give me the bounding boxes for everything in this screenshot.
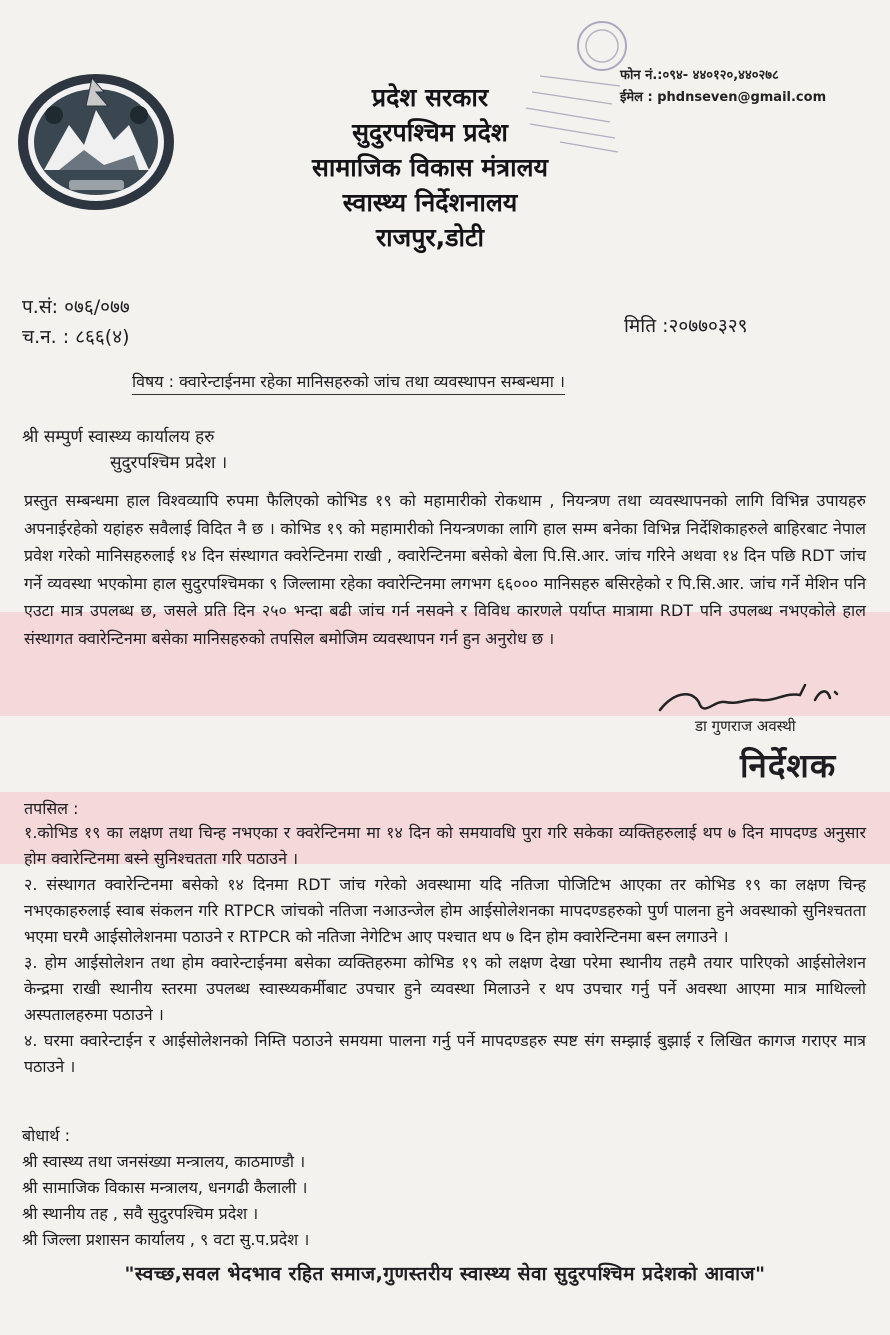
email-text: phdnseven@gmail.com (657, 90, 827, 105)
signer-name: डा गुणराज अवस्थी (695, 717, 796, 735)
tapsil-heading: तपसिल : (24, 799, 79, 818)
reference-block (22, 292, 130, 352)
letter-date: मिति :२०७७०३२९ (624, 315, 748, 337)
tapsil-list (24, 820, 866, 1080)
heading-line: सामाजिक विकास मंत्रालय (311, 153, 549, 182)
footer-slogan: "स्वच्छ,सवल भेदभाव रहित समाज,गुणस्तरीय स्वास्थ्य सेवा सुदुरपश्चिम प्रदेशको आवाज" (124, 1263, 766, 1285)
cc-item: श्री सामाजिक विकास मन्त्रालय, धनगढी कैलाली । (22, 1178, 308, 1197)
cc-block (22, 1123, 309, 1253)
cc-heading: बोधार्थ : (22, 1126, 70, 1145)
cc-item: श्री जिल्ला प्रशासन कार्यालय , ९ वटा सु.प.प्रदेश । (22, 1230, 310, 1249)
cc-item: श्री स्वास्थ्य तथा जनसंख्या मन्त्रालय, काठमाण्डौ । (22, 1152, 306, 1171)
heading-line: सुदुरपश्चिम प्रदेश (352, 118, 508, 147)
heading-line: प्रदेश सरकार (371, 83, 489, 112)
subject-line: विषय : क्वारेन्टाईनमा रहेका मानिसहरुको जांच तथा व्यवस्थापन सम्बन्धमा । (132, 370, 565, 395)
cc-item: श्री स्थानीय तह , सवै सुदुरपश्चिम प्रदेश । (22, 1204, 259, 1223)
heading-line: स्वास्थ्य निर्देशनालय (342, 188, 518, 217)
list-item: ४. घरमा क्वारेन्टाईन र आईसोलेशनको निम्ति पठाउने समयमा पालना गर्नु पर्ने मापदण्डहरु स्पष्ट संग सम्झाई बुझाई र लिखित कागज गराएर मात्र पठाउने । (24, 1031, 866, 1076)
government-emblem-icon (14, 70, 179, 215)
signer-title: निर्देशक (740, 746, 837, 785)
list-item: १.कोभिड १९ का लक्षण तथा चिन्ह नभएका र क्वरेन्टिनमा मा १४ दिन को समयावधि पुरा गरि सकेका व्यक्तिहरुलाई थप ७ दिन मापदण्ड अनुसार होम क्वारेन्टिनमा बस्ने सुनिश्चतता गरि पठाउने । (24, 823, 866, 868)
phone-text: फोन नं.:०९४- ४४०१२०,४४०२७८ (620, 68, 779, 83)
list-item: ३. होम आईसोलेशन तथा होम क्वारेन्टाईनमा बसेका व्यक्तिहरुमा कोभिड १९ को लक्षण देखा परेमा स्थानीय तहमै तयार पारिएको आईसोलेशन केन्द्रमा राखी स्थानीय स्तरमा उपलब्ध स्वास्थ्यकर्मीबाट उपचार हुने व्यवस्था मिलाउने र थप उपचार गर्नु पर्ने अवस्था आएमा मात्र माथिल्लो अस्पतालहरुमा पठाउने । (24, 953, 866, 1024)
list-item: २. संस्थागत क्वारेन्टिनमा बसेको १४ दिनमा RDT जांच गरेको अवस्थामा यदि नतिजा पोजिटिभ आएका तर कोभिड १९ का लक्षण चिन्ह नभएकाहरुलाई स्वाब संकलन गरि RTPCR जांचको नतिजा नआउन्जेल होम आईसोलेशनका मापदण्डहरुको पुर्ण पालना हुने अवस्थाको सुनिश्चतता भएमा घरमै आईसोलेशनमा पठाउने र RTPCR को नतिजा नेगेटिभ आए पश्चात थप ७ दिन होम क्वारेन्टिनमा बस्न लगाउने । (24, 875, 866, 946)
letter-cn-number: च.न. : ८६६(४) (22, 326, 130, 348)
addressee-line: श्री सम्पुर्ण स्वास्थ्य कार्यालय हरु (22, 427, 215, 447)
body-paragraph: प्रस्तुत सम्बन्धमा हाल विश्वव्यापि रुपमा फैलिएको कोभिड १९ को महामारीको रोकथाम , नियन्त्रण तथा व्यवस्थापनको लागि विभिन्न उपायहरु अपनाईरहेको यहांहरु सवैलाई विदित नै छ । कोभिड १९ को महामारीको नियन्त्रणका लागि हाल सम्म बनेका विभिन्न निर्देशिकाहरुले बाहिरबाट नेपाल प्रवेश गरेको मानिसहरुलाई १४ दिन संस्थागत क्वरेन्टिनमा राखी , क्वारेन्टिनमा बसेको बेला पि.सि.आर. जांच गरिने अथवा १४ दिन पछि RDT जांच गर्ने व्यवस्था भएकोमा हाल सुदुरपश्चिमका ९ जिल्लामा रहेका क्वारेन्टिनमा लगभग ६६००० मानिसहरु बसिरहेको र पि.सि.आर. जांच गर्ने मेशिन पनि एउटा मात्र उपलब्ध छ, जसले प्रति दिन २५० भन्दा बढी जांच गर्न नसक्ने र विविध कारणले पर्याप्त मात्रामा RDT पनि उपलब्ध नभएकोले हाल संस्थागत क्वारेन्टिनमा बसेका मानिसहरुको तपसिल बमोजिम व्यवस्थापन गर्न हुन अनुरोध छ । (24, 491, 866, 648)
heading-line: राजपुर,डोटी (375, 223, 485, 252)
contact-info (620, 65, 826, 109)
letter-ps-number: प.सं: ०७६/०७७ (22, 296, 130, 318)
addressee-line: सुदुरपश्चिम प्रदेश । (110, 453, 228, 473)
email-label: ईमेल : (620, 90, 653, 105)
addressee-block (22, 424, 227, 476)
